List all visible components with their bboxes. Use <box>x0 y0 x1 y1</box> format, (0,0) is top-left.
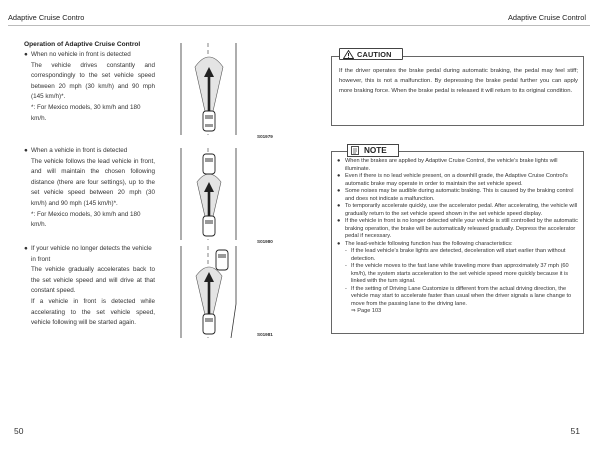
bullet-icon: ● <box>24 51 28 58</box>
vehicle-detected-block <box>24 146 155 231</box>
warning-triangle-icon <box>343 50 354 59</box>
bullet-icon: ● <box>337 188 341 194</box>
block-heading: When no vehicle in front is detected <box>31 51 131 58</box>
bullet-icon: ● <box>24 147 28 154</box>
block-footnote: *: For Mexico models, 30 km/h and 180 km/h. <box>31 210 141 229</box>
block-heading: When a vehicle in front is detected <box>31 147 128 154</box>
no-vehicle-block <box>24 50 155 124</box>
block-text: The vehicle follows the lead vehicle in front, and will maintain the chosen following distance (there are four settings), up to the set vehicle speed between 20 mph (30 km/h) and 90 mph (145 km/h)*. <box>31 157 155 207</box>
header-rule <box>8 25 590 26</box>
block-footnote: *: For Mexico models, 30 km/h and 180 km/h. <box>31 103 141 122</box>
bullet-icon: ● <box>337 173 341 179</box>
note-pencil-icon <box>351 146 359 155</box>
bullet-icon: ● <box>337 218 341 224</box>
block-text: The vehicle gradually accelerates back to the set vehicle speed and will drive at that constant speed. <box>31 266 155 295</box>
note-item: ● The lead-vehicle following function has the following characteristics: <box>337 240 513 247</box>
note-list <box>337 158 580 316</box>
bullet-icon: ● <box>337 203 341 209</box>
note-sub-item: - If the lead vehicle's brake lights are detected, deceleration will start earlier than without detection. <box>345 248 566 262</box>
note-badge <box>347 144 399 157</box>
block-heading: If your vehicle no longer detects the vehicle in front <box>31 245 152 263</box>
caution-label: CAUTION <box>357 49 392 59</box>
figure-code: S01980 <box>257 239 273 244</box>
bullet-icon: ● <box>337 158 341 164</box>
page-reference-link[interactable]: ⇒ Page 103 <box>351 308 382 314</box>
page-number-left: 50 <box>14 426 24 436</box>
note-item: ● Some noises may be audible during automatic braking. This is caused by the braking control and does not indicate a malfunction. <box>337 188 574 202</box>
note-item: ● Even if there is no lead vehicle present, on a downhill grade, the Adaptive Cruise Control's automatic brake may operate in order to maintain the set vehicle speed. <box>337 173 568 187</box>
block-text: The vehicle drives constantly and correspondingly to the set vehicle speed between 20 mph (30 km/h) and 90 mph (145 km/h)*. <box>31 61 155 101</box>
note-item: ● To temporarily accelerate quickly, use the accelerator pedal. After accelerating, the vehicle will gradually return to the set vehicle speed shown in the set vehicle speed display. <box>337 203 578 217</box>
note-item: ● When the brakes are applied by Adaptive Cruise Control, the vehicle's brake lights will illuminate. <box>337 158 558 172</box>
caution-text: If the driver operates the brake pedal during automatic braking, the pedal may feel stiff; however, this is not a malfunction. By depressing the brake pedal further you can apply more braking force. When the brake pedal is released it will return to its original condition. <box>339 68 578 94</box>
block-text-2: If a vehicle in front is detected while accelerating to the set vehicle speed, vehicle following will be started again. <box>31 297 155 327</box>
note-sub-item: - If the setting of Driving Lane Customize is different from the actual driving direction, the vehicle may start to accelerate faster than usual when the driver signals a lane change to move from the passing lane to the driving lane. <box>345 285 572 307</box>
bullet-icon: ● <box>24 245 28 252</box>
note-sub-item: - If the vehicle moves to the fast lane while traveling more than approximately 37 mph (60 km/h), the system starts acceleration to the set vehicle speed more quickly because it is linked with the turn signal. <box>345 263 569 284</box>
running-header-left: Adaptive Cruise Contro <box>8 13 85 22</box>
note-label: NOTE <box>364 146 387 155</box>
running-header-right: Adaptive Cruise Control <box>507 13 586 22</box>
page-number-right: 51 <box>570 426 580 436</box>
figure-no-vehicle <box>175 41 275 141</box>
car-radar-diagram-icon <box>175 41 275 141</box>
car-following-diagram-icon <box>175 146 275 246</box>
section-title: Operation of Adaptive Cruise Control <box>24 41 141 48</box>
caution-badge <box>339 48 403 60</box>
bullet-icon: ● <box>337 240 341 247</box>
no-longer-detected-block <box>24 244 155 329</box>
figure-code: S01981 <box>257 332 273 337</box>
figure-no-longer-detected <box>175 244 275 344</box>
figure-vehicle-detected <box>175 146 275 246</box>
figure-code: S01979 <box>257 134 273 139</box>
note-item: ● If the vehicle in front is no longer detected while your vehicle is still controlled by the automatic braking operation, the brake will be automatically released gradually. Depress the accelerator pedal if necessary. <box>337 218 578 239</box>
car-lane-change-diagram-icon <box>175 244 275 344</box>
